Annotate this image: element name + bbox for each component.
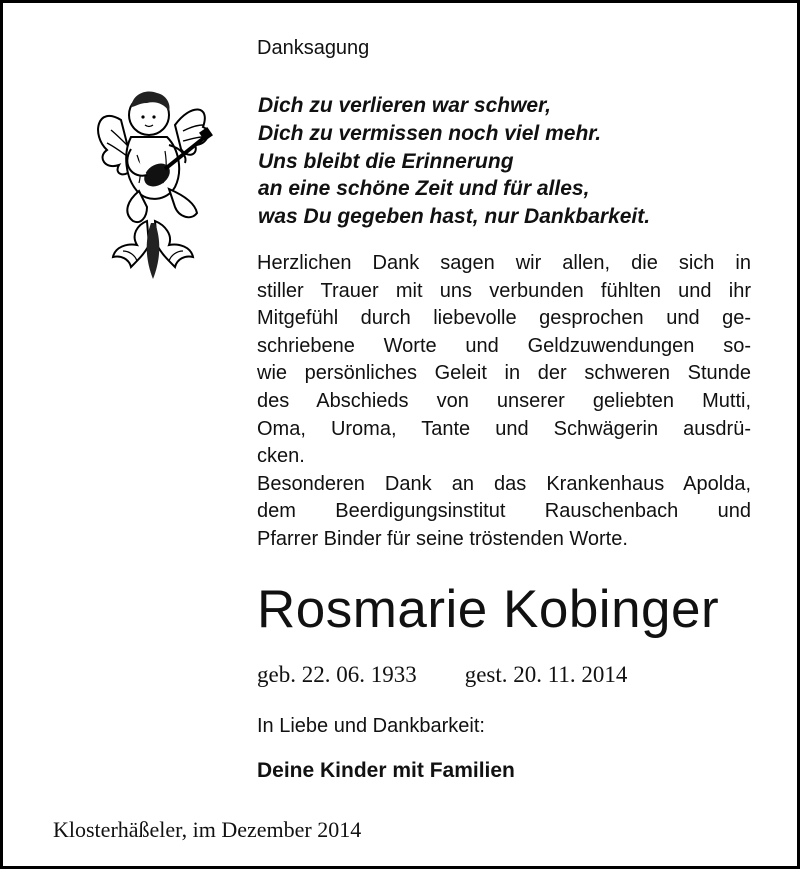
memorial-poem (258, 92, 650, 231)
signature: Deine Kinder mit Familien (257, 759, 515, 782)
birth-date: geb. 22. 06. 1933 (257, 662, 417, 687)
poem-line: was Du gegeben hast, nur Dankbarkeit. (258, 205, 651, 229)
thanks-line: Besonderen Dank an das Krankenhaus Apolda, (257, 472, 751, 495)
thanks-line: Mitgefühl durch liebevolle gesprochen und ge- (257, 307, 751, 330)
thanks-line: schriebene Worte und Geldzuwendungen so- (257, 334, 751, 357)
thanks-line: Pfarrer Binder für seine tröstenden Worte. (257, 527, 628, 550)
thanks-line: Herzlichen Dank sagen wir allen, die sich in (257, 252, 751, 274)
angel-with-mandolin-icon (87, 75, 227, 285)
deceased-name: Rosmarie Kobinger (257, 580, 720, 639)
poem-line: Dich zu vermissen noch viel mehr. (258, 121, 602, 145)
thanks-line: cken. (257, 445, 305, 468)
place-date: Klosterhäßeler, im Dezember 2014 (53, 817, 362, 842)
notice-heading: Danksagung (257, 37, 370, 59)
thanks-line: wie persönliches Geleit in der schweren Stunde (257, 362, 751, 385)
closing-line: In Liebe und Dankbarkeit: (257, 715, 485, 737)
thanks-line: stiller Trauer mit uns verbunden fühlten und ihr (257, 279, 751, 302)
poem-line: Dich zu verlieren war schwer, (258, 94, 551, 117)
thanks-line: Oma, Uroma, Tante und Schwägerin ausdrü- (257, 417, 751, 440)
thanks-line: dem Beerdigungsinstitut Rauschenbach und (257, 500, 751, 523)
poem-line: an eine schöne Zeit und für alles, (258, 177, 590, 201)
thanks-line: des Abschieds von unserer geliebten Mutti, (257, 389, 751, 412)
thanks-text (257, 250, 751, 554)
life-dates (257, 662, 627, 688)
death-date: gest. 20. 11. 2014 (464, 662, 628, 687)
poem-line: Uns bleibt die Erinnerung (258, 149, 514, 173)
